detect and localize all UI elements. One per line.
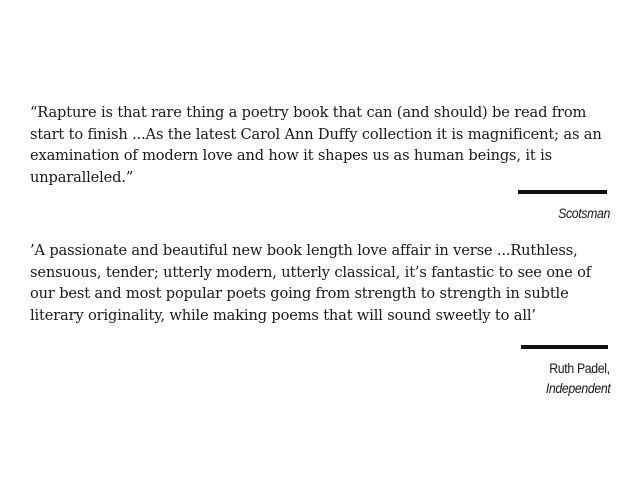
review-quote-independent: ’A passionate and beautiful new book length love affair in verse ...Ruthless, sensuous, tender; utterly modern, utterly classical, it’s fantastic to see one of our best and most popular poets going from strength to strength in subtle literary originality, while making poems that will sound sweetly to all’ xyxy=(30,242,592,324)
attribution-rule xyxy=(521,345,608,349)
attribution-rule xyxy=(518,190,607,194)
review-author: Ruth Padel, xyxy=(549,360,610,376)
review-source-scotsman: Scotsman xyxy=(558,205,610,221)
review-publication: Independent xyxy=(545,380,610,396)
review-quote-scotsman: “Rapture is that rare thing a poetry book that can (and should) be read from start to finish ...As the latest Carol Ann Duffy collection it is magnificent; as an examination of modern love and how it shapes us as human beings, it is unparalleled.” xyxy=(30,104,602,186)
